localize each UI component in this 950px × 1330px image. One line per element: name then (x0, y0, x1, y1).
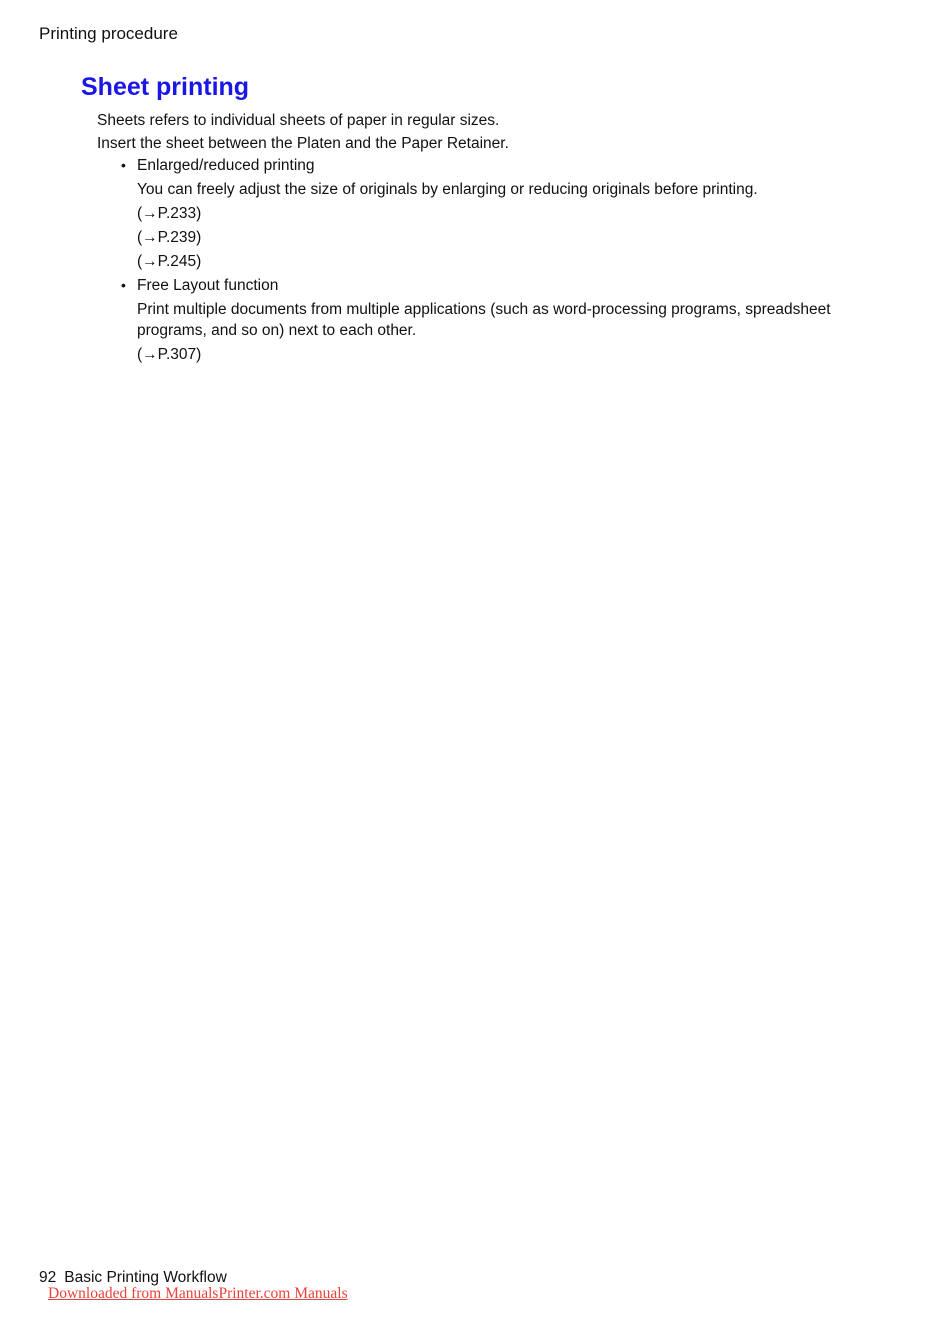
intro-line: Insert the sheet between the Platen and the Paper Retainer. (97, 135, 509, 152)
bullet-list (121, 155, 877, 368)
page-reference-link[interactable]: (→P.245) (137, 253, 202, 270)
page-reference-link[interactable]: (→P.307) (137, 346, 202, 363)
section-title: Sheet printing (81, 73, 250, 101)
intro-line: Sheets refers to individual sheets of paper in regular sizes. (97, 112, 500, 129)
bullet-marker: • (121, 277, 126, 293)
bullet-marker: • (121, 157, 126, 173)
intro-text (97, 109, 509, 155)
bullet-item-free-layout (121, 275, 877, 365)
bullet-title: Free Layout function (137, 277, 279, 294)
chapter-title: Basic Printing Workflow (64, 1269, 227, 1286)
page-reference-link[interactable]: (→P.239) (137, 229, 202, 246)
bullet-title: Enlarged/reduced printing (137, 157, 315, 174)
page-number: 92 (39, 1269, 57, 1286)
running-head: Printing procedure (39, 24, 178, 43)
download-source-link[interactable]: Downloaded from ManualsPrinter.com Manuals (48, 1285, 348, 1302)
bullet-description: Print multiple documents from multiple applications (such as word-processing programs, spreadsheet programs, and so on) next to each other. (137, 301, 831, 339)
page-reference-link[interactable]: (→P.233) (137, 205, 202, 222)
bullet-description: You can freely adjust the size of originals by enlarging or reducing originals before printing. (137, 181, 758, 198)
bullet-item-enlarged-reduced (121, 155, 877, 272)
